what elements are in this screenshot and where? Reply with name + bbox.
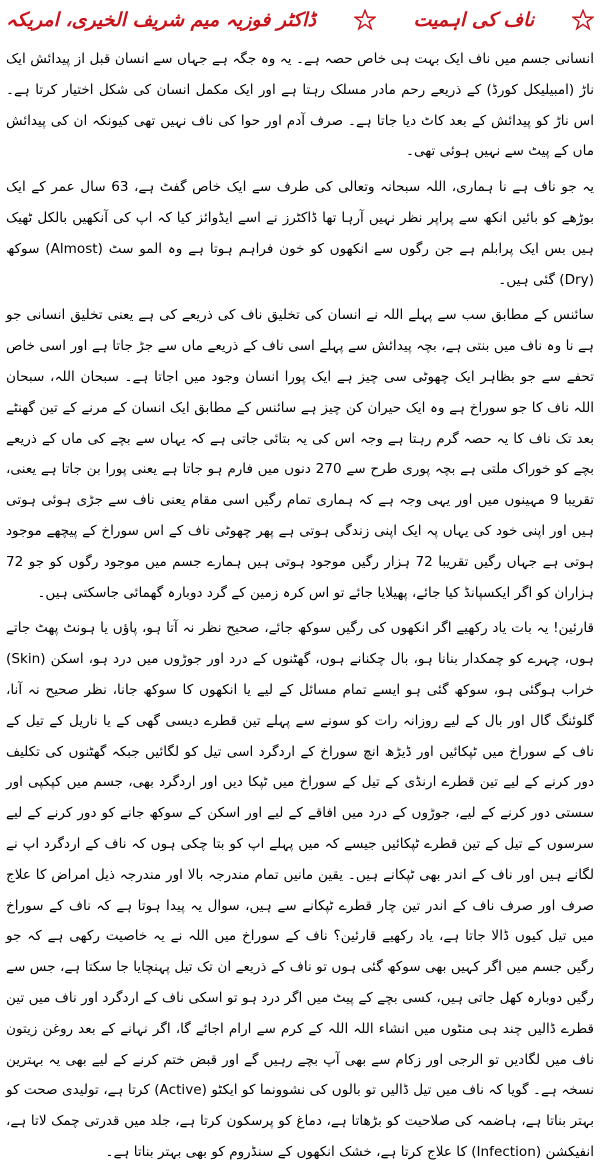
article-body <box>6 44 594 1168</box>
paragraph-science: سائنس کے مطابق سب سے پہلے اللہ نے انسان کی تخلیق ناف کی ذریعے کی ہے یعنی تخلیق انسانی جو ہے نا وہ ناف میں بنتی ہے، بچہ پیدائش سے پہلے اسی ناف کے ذریعے ماں سے جڑ جاتا ہے اور اسی خاص تحفے سے جو بظاہر ایک چھوٹی سی چیز ہے ایک پورا انسان وجود میں اجاتا ہے۔ سبحان اللہ، سبحان اللہ ناف کا جو سوراخ ہے وہ ایک حیران کن چیز ہے سائنس کے مطابق ایک انسان کے مرنے کے تین گھنٹے بعد تک ناف کا یہ حصہ گرم رہتا ہے وجہ اس کی یہ بتائی جاتی ہے کہ یہاں سے بچے کی ماں کے ذریعے بچے کو خوراک ملتی ہے بچہ پوری طرح سے 270 دنوں میں فارم ہو جاتا ہے یعنی پورا بن جاتا ہے یعنی، تقریبا 9 مہینوں میں اور یہی وجہ ہے کہ ہماری تمام رگیں اسی مقام یعنی ناف سے جڑی ہوئی ہوتی ہیں اور اپنی خود کی یہاں پہ ایک اپنی زندگی ہوتی ہے پھر چھوٹی ناف کے اس سوراخ کے پیچھے موجود ہوتی ہے جہاں رگیں تقریبا 72 ہزار رگیں موجود ہوتی ہیں ہمارے جسم میں موجود رگوں کو جو 72 ہزاران کو اگر ایکسپانڈ کیا جائے، پھیلایا جائے تو اس کرہ زمین کے گرد دوبارہ گھمائی جاسکتی ہیں۔ <box>6 307 595 601</box>
author-name: ڈاکٹر فوزیہ میم شریف الخیری، امریکہ <box>6 9 316 31</box>
paragraph-intro: انسانی جسم میں ناف ایک بہت ہی خاص حصہ ہے۔ یہ وہ جگہ ہے جہاں سے انسان قبل از پیدائش ایک ناڑ (امبیلیکل کورڈ) کے ذریعے رحم مادر مسلک رہتا ہے اور ایک مکمل انسان کی شکل اختیار کرتا ہے۔ اس ناڑ کو پیدائش کے بعد کاٹ دیا جاتا ہے۔ صرف آدم اور حوا کی ناف نہیں تھی کیونکہ ان کی پیدائش ماں کے پیٹ سے نہیں ہوئی تھی۔ <box>6 51 594 160</box>
article-title: ناف کی اہمیت <box>413 9 535 31</box>
star-icon <box>354 9 376 31</box>
paragraph-eye-story: یہ جو ناف ہے نا ہماری، اللہ سبحانہ وتعالی کی طرف سے ایک خاص گفٹ ہے، 63 سال عمر کے ایک بوڑھے کو بائیں انکھ سے پراپر نظر نہیں آرہا تھا ڈاکٹرز نے اسے ایڈوائز کیا کہ اپ کی آنکھیں بالکل ٹھیک ہیں بس ایک پرابلم ہے جن رگوں سے انکھوں کو خون فراہم ہوتا ہے وہ المو سٹ (Almost) سوکھ (Dry) گئی ہیں۔ <box>6 179 595 288</box>
header <box>6 2 594 38</box>
star-icon <box>572 9 594 31</box>
paragraph-remedies: قارئین! یہ بات یاد رکھیے اگر انکھوں کی رگیں سوکھ جائے، صحیح نظر نہ آتا ہو، پاؤں یا ہونٹ پھٹ جاتے ہوں، چہرے کو چمکدار بنانا ہو، بال چکنانے ہوں، گھٹنوں کے درد اور جوڑوں میں درد ہو، اسکن (Skin) خراب ہوگئی ہو، سوکھ گئی ہو ایسے تمام مسائل کے لیے یا انکھوں کا سوکھ جانا، نظر صحیح نہ آنا، گلوئنگ گال اور بال کے لیے روزانہ رات کو سونے سے پہلے تین قطرے دیسی گھی کے یا ناریل کے تیل کے ناف کے سوراخ میں ٹپکائیں اور ڈیڑھ انچ سوراخ کے اردگرد اسی تیل کو لگائیں جبکہ گھٹنوں کی تکلیف دور کرنے کے لیے تین قطرے ارنڈی کے تیل کے سوراخ میں ٹپکا دیں اور اردگرد بھی، جسم میں کپکپی اور سستی دور کرنے کے لیے، جوڑوں کے درد میں افاقے کے لیے اور اسکن کے سوکھ جانے کو دور کرنے کے لیے سرسوں کے تیل کے تین قطرے ٹپکائیں جیسے کہ میں پہلے اپ کو بتا چکی ہوں کہ ناف کے اردگرد اپ نے لگانے ہیں اور ناف کے اندر بھی ٹپکانے ہیں۔ یقین مانیں تمام مندرجہ بالا اور مندرجہ ذیل امراض کا علاج صرف اور صرف ناف کے اندر تین چار قطرے ٹپکانے سے ہیں، سوال یہ پیدا ہوتا ہے کہ ناف کے سوراخ میں تیل کیوں ڈالا جاتا ہے، یاد رکھیے قارئین؟ ناف کے سوراخ میں اللہ نے یہ خاصیت رکھی ہے کہ جو رگیں جسم میں اگر کہیں بھی سوکھ گئی ہوں تو ناف کے ذریعے ان تک تیل پہنچایا جا سکتا ہے، جس سے رگیں دوبارہ کھل جاتی ہیں، کسی بچے کے پیٹ میں اگر درد ہو تو اسکی ناف کے اردگرد اور ناف میں تین قطرے ڈالیں چند ہی منٹوں میں انشاء اللہ اللہ کے کرم سے ارام اجائے گا، اگر نہانے کے بعد روغن زیتون ناف میں لگادیں تو الرجی اور زکام سے بھی آپ بچے رہیں گے اور قبض ختم کرنے کے لیے بھی یہ بہترین نسخہ ہے۔ گویا کہ ناف میں تیل ڈالیں تو بالوں کی نشوونما کو ایکٹو (Active) کرتا ہے، تولیدی صحت کو بہتر بناتا ہے، ہاضمہ کی صلاحیت کو بڑھاتا ہے، دماغ کو پرسکون کرتا ہے، جلد میں قدرتی چمک لاتا ہے، انفیکشن (Infection) کا علاج کرتا ہے، خشک انکھوں کے سنڈروم کو بھی بہتر بناتا ہے۔ <box>6 620 595 1160</box>
